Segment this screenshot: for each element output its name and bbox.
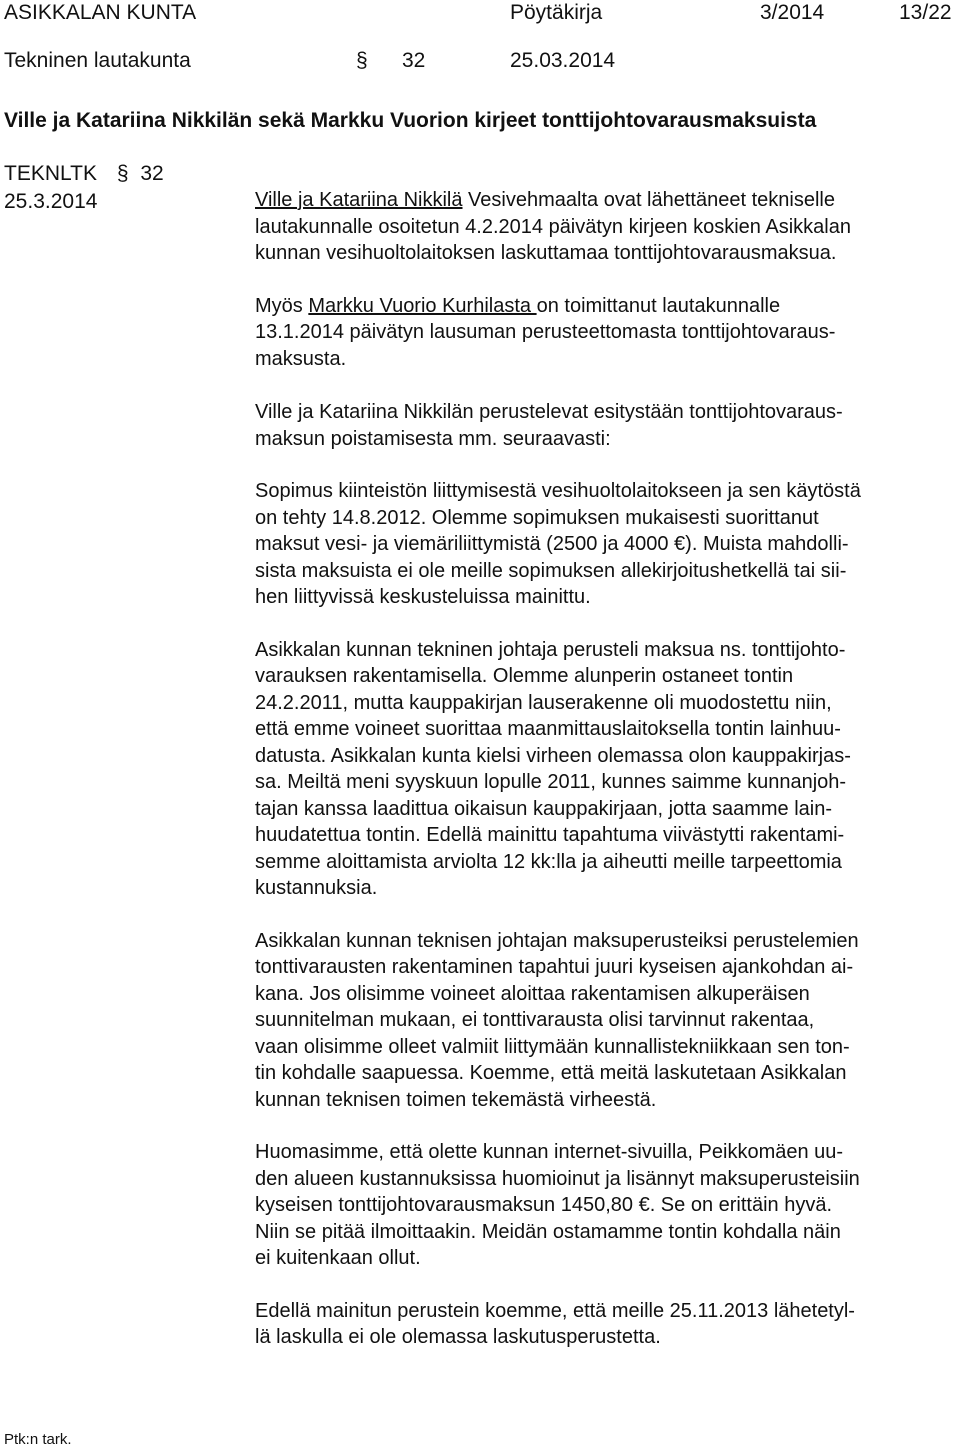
paragraph-6 [255, 928, 861, 1114]
p6-line: vaan olisimme olleet valmiit liittymään kunnallistekniikkaan sen ton- [255, 1035, 850, 1058]
p7-line: ei kuitenkaan ollut. [255, 1247, 421, 1269]
p5-line: varauksen rakentamisella. Olemme alunperin ostaneet tontin [255, 665, 794, 687]
p3-line2: maksun poistamisesta mm. seuraavasti: [255, 427, 611, 450]
p7-line: den alueen kustannuksissa huomioinut ja lisännyt maksuperusteisiin [255, 1167, 860, 1190]
paragraph-4 [255, 478, 861, 611]
p2-line2: 13.1.2014 päivätyn lausuman perusteettomasta tonttijohtovaraus- [255, 321, 836, 343]
p7-line: Huomasimme, että olette kunnan internet-sivuilla, Peikkomäen uu- [255, 1141, 844, 1163]
paragraph-8 [255, 1298, 861, 1351]
p6-line: suunnitelman mukaan, ei tonttivarausta olisi tarvinnut rakentaa, [255, 1009, 815, 1031]
p4-line: sista maksuista ei ole meille sopimuksen allekirjoitushetkellä tai sii- [255, 559, 847, 582]
p4-line: hen liittyvissä keskusteluissa mainittu. [255, 586, 591, 608]
header-doc-number: 3/2014 [760, 1, 825, 24]
document-title: Ville ja Katariina Nikkilän sekä Markku Vuorion kirjeet tonttijohtovarausmaksuista [4, 109, 817, 132]
p6-line: kunnan teknisen toimen tekemästä virheestä. [255, 1088, 657, 1111]
p3-line1: Ville ja Katariina Nikkilän perustelevat esitystään tonttijohtovaraus- [255, 401, 843, 423]
p5-line: Asikkalan kunnan tekninen johtaja perusteli maksua ns. tonttijohto- [255, 638, 846, 661]
p4-line: maksut vesi- ja viemäriliittymistä (2500 ja 4000 €). Muista mahdolli- [255, 533, 849, 555]
p5-line: datusta. Asikkalan kunta kielsi virheen olemassa olon kauppakirjas- [255, 744, 851, 767]
reference-number: 32 [140, 162, 164, 185]
p5-line: kustannuksia. [255, 877, 378, 899]
p6-line: Asikkalan kunnan teknisen johtajan maksuperusteiksi perustelemien [255, 929, 859, 952]
p7-line: kyseisen tonttijohtovarausmaksun 1450,80 €. Se on erittäin hyvä. [255, 1194, 833, 1216]
p8-line: lä laskulla ei ole olemassa laskutusperustetta. [255, 1326, 661, 1348]
reference-date: 25.3.2014 [4, 190, 98, 213]
header-date: 25.03.2014 [510, 49, 616, 72]
header-doc-type: Pöytäkirja [510, 1, 603, 24]
p7-line: Niin se pitää ilmoittaakin. Meidän ostamamme tontin kohdalla näin [255, 1220, 841, 1243]
body-column [255, 187, 861, 1351]
p2-line1-pre: Myös [255, 294, 309, 317]
p1-line2: lautakunnalle osoitetun 4.2.2014 päivätyn kirjeen koskien Asikkalan [255, 215, 851, 238]
link-vuorio: Markku Vuorio Kurhilasta [308, 294, 537, 317]
p6-line: tonttivarausten rakentaminen tapahtui juuri kyseisen ajankohdan ai- [255, 956, 854, 978]
p5-line: 24.2.2011, mutta kauppakirjan lauserakenne oli muodostettu niin, [255, 691, 832, 714]
p1-line1-rest: Vesivehmaalta ovat lähettäneet tekniselle [462, 189, 835, 211]
p1-line3: kunnan vesihuoltolaitoksen laskuttamaa tonttijohtovarausmaksua. [255, 242, 837, 264]
header-page-number: 13/22 [899, 1, 952, 24]
p6-line: kana. Jos olisimme voineet aloittaa rakentamisen alkuperäisen [255, 982, 810, 1005]
paragraph-7 [255, 1139, 861, 1272]
p5-line: tajan kanssa laadittua oikaisun kauppakirjaan, jotta saamme lain- [255, 797, 833, 820]
p5-line: semme aloittamista arviolta 12 kk:lla ja aiheutti meille tarpeettomia [255, 850, 842, 873]
p2-line3: maksusta. [255, 347, 347, 370]
p5-line: sa. Meiltä meni syyskuun lopulle 2011, kunnes saimme kunnanjoh- [255, 771, 847, 793]
reference-section-mark: § [116, 162, 129, 185]
header-section-number: 32 [402, 49, 426, 72]
p2-line1-rest: on toimittanut lautakunnalle [536, 294, 781, 317]
reference-block [4, 162, 164, 186]
paragraph-3 [255, 399, 861, 452]
link-nikkila: Ville ja Katariina Nikkilä [255, 189, 463, 211]
p8-line: Edellä mainitun perustein koemme, että meille 25.11.2013 lähetetyl- [255, 1299, 855, 1322]
footer-ptk-label: Ptk:n tark. [4, 1431, 72, 1448]
p4-line: on tehty 14.8.2012. Olemme sopimuksen mukaisesti suorittanut [255, 506, 819, 529]
reference-label: TEKNLTK [4, 162, 97, 185]
p4-line: Sopimus kiinteistön liittymisestä vesihuoltolaitokseen ja sen käytöstä [255, 480, 861, 502]
paragraph-2 [255, 293, 861, 373]
header-section-mark: § [356, 49, 368, 72]
p6-line: tin kohdalle saapuessa. Koemme, että meitä laskutetaan Asikkalan [255, 1062, 847, 1084]
p5-line: huudatettua tontin. Edellä mainittu tapahtuma viivästytti rakentami- [255, 824, 845, 846]
header-organization: ASIKKALAN KUNTA [4, 1, 197, 24]
p5-line: että emme voineet suorittaa maanmittauslaitoksella tontin lainhuu- [255, 718, 841, 740]
header-committee: Tekninen lautakunta [4, 49, 191, 72]
paragraph-5 [255, 637, 861, 902]
paragraph-1 [255, 187, 861, 267]
